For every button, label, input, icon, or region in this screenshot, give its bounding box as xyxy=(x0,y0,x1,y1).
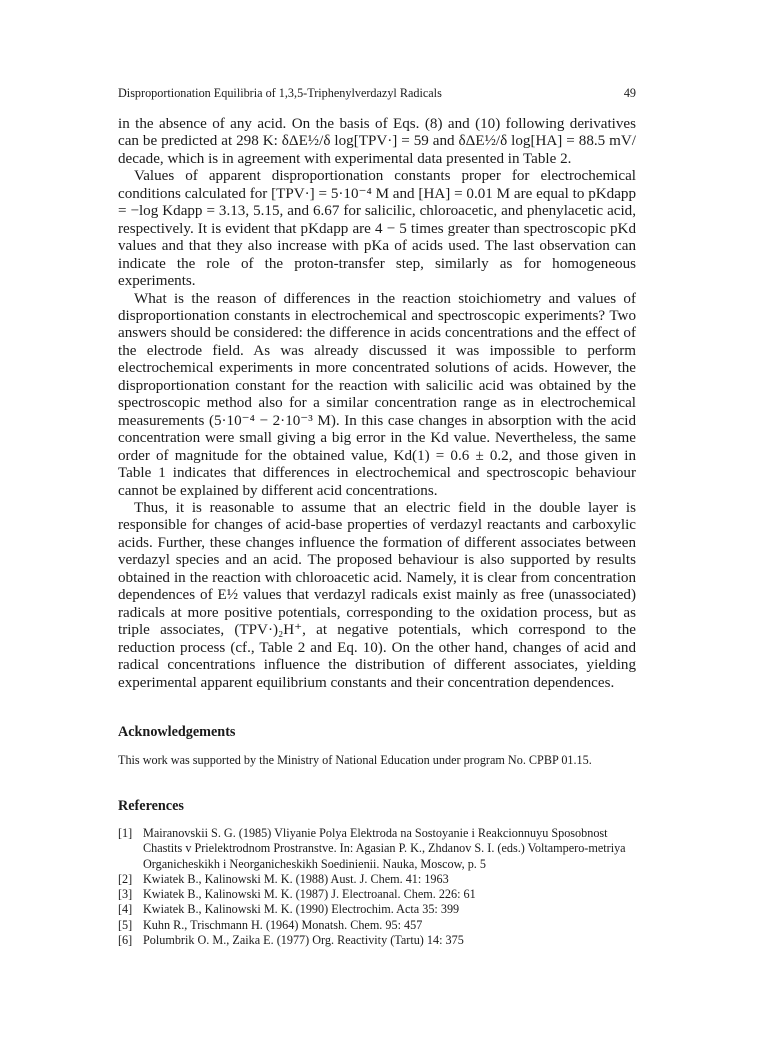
reference-item xyxy=(118,933,636,948)
references-heading: References xyxy=(118,797,184,814)
reference-item xyxy=(118,826,636,872)
paragraph-1: in the absence of any acid. On the basis of Eqs. (8) and (10) following derivatives can be predicted at 298 K: δΔE½/δ log[TPV·] = 59 and δΔE½/δ log[HA] = 88.5 mV/ decade, which is in agreement with experimental data presented in Table 2. xyxy=(118,116,636,167)
reference-number: [6] xyxy=(118,933,133,948)
running-title: Disproportionation Equilibria of 1,3,5-Triphenylverdazyl Radicals xyxy=(118,86,442,100)
reference-list xyxy=(118,826,636,948)
reference-text: Kwiatek B., Kalinowski M. K. (1990) Electrochim. Acta 35: 399 xyxy=(143,902,460,917)
reference-number: [3] xyxy=(118,887,133,902)
paragraph-4: Thus, it is reasonable to assume that an electric field in the double layer is responsible for changes of acid-base properties of verdazyl reactants and carboxylic acids. Further, these changes influence the formation of different associates between verdazyl species and an acid. The proposed behaviour is also supported by results obtained in the reaction with chloroacetic acid. Namely, it is clear from concentration dependences of E½ values that verdazyl radicals exist mainly as free (unassociated) radicals at more positive potentials, corresponding to the oxidation process, but as triple associates, (TPV·)₂H⁺, at negative potentials, which correspond to the reduction process (cf., Table 2 and Eq. 10). On the other hand, changes of acid and radical concentrations influence the distribution of different associates, yielding experimental apparent equilibrium constants and their concentration dependences. xyxy=(118,499,636,691)
reference-text: Kuhn R., Trischmann H. (1964) Monatsh. Chem. 95: 457 xyxy=(143,917,423,932)
running-head xyxy=(118,86,636,112)
reference-item xyxy=(118,887,636,902)
reference-text: Polumbrik O. M., Zaika E. (1977) Org. Reactivity (Tartu) 14: 375 xyxy=(143,933,464,948)
reference-number: [4] xyxy=(118,902,133,917)
paragraph-3: What is the reason of differences in the reaction stoichiometry and values of disproportionation constants in electrochemical and spectroscopic experiments? Two answers should be considered: the difference in acids concentrations and the effect of the electrode field. As was already discussed it was impossible to perform electrochemical experiments in more concentrated solutions of acids. However, the disproportionation constant for the reaction with salicilic acid was obtained by the spectroscopic method also for a similar concentration range as in electrochemical measurements (5·10⁻⁴ − 2·10⁻³ M). In this case changes in absorption with the acid concentration were small giving a big error in the Kd value. Nevertheless, the same order of magnitude for the obtained value, Kd(1) = 0.6 ± 0.2, and those given in Table 1 indicates that differences in electrochemical and spectroscopic behaviour cannot be explained by different acid concentrations. xyxy=(118,290,636,499)
reference-item xyxy=(118,918,636,933)
reference-text: Kwiatek B., Kalinowski M. K. (1987) J. Electroanal. Chem. 226: 61 xyxy=(143,887,476,902)
reference-number: [2] xyxy=(118,871,133,886)
reference-number: [1] xyxy=(118,825,133,840)
acknowledgements-text: This work was supported by the Ministry of National Education under program No. CPBP 01.15. xyxy=(118,752,592,767)
acknowledgements-heading: Acknowledgements xyxy=(118,723,236,740)
reference-item xyxy=(118,872,636,887)
reference-text: Kwiatek B., Kalinowski M. K. (1988) Aust. J. Chem. 41: 1963 xyxy=(143,871,449,886)
reference-text: Mairanovskii S. G. (1985) Vliyanie Polya Elektroda na Sostoyanie i Reakcionnuyu Sposobnost Chastits v Prielektrodnom Prostranstve. In: Agasian P. K., Zhdanov S. I. (eds.) Voltampero-metriya Organicheskikh i Neorganicheskikh Soedinienii. Nauka, Moscow, p. 5 xyxy=(143,825,626,871)
page xyxy=(118,86,636,948)
paragraph-2: Values of apparent disproportionation constants proper for electrochemical conditions calculated for [TPV·] = 5·10⁻⁴ M and [HA] = 0.01 M are equal to pKdapp = −log Kdapp = 3.13, 5.15, and 6.67 for salicilic, chloroacetic, and phenylacetic acid, respectively. It is evident that pKdapp are 4 − 5 times greater than spectroscopic pKd values and that they also increase with pKa of acids used. The last observation can indicate the role of the proton-transfer step, similarly as for homogeneous experiments. xyxy=(118,168,636,290)
reference-item xyxy=(118,902,636,917)
body-text xyxy=(118,116,636,692)
page-number: 49 xyxy=(623,86,636,100)
reference-number: [5] xyxy=(118,917,133,932)
